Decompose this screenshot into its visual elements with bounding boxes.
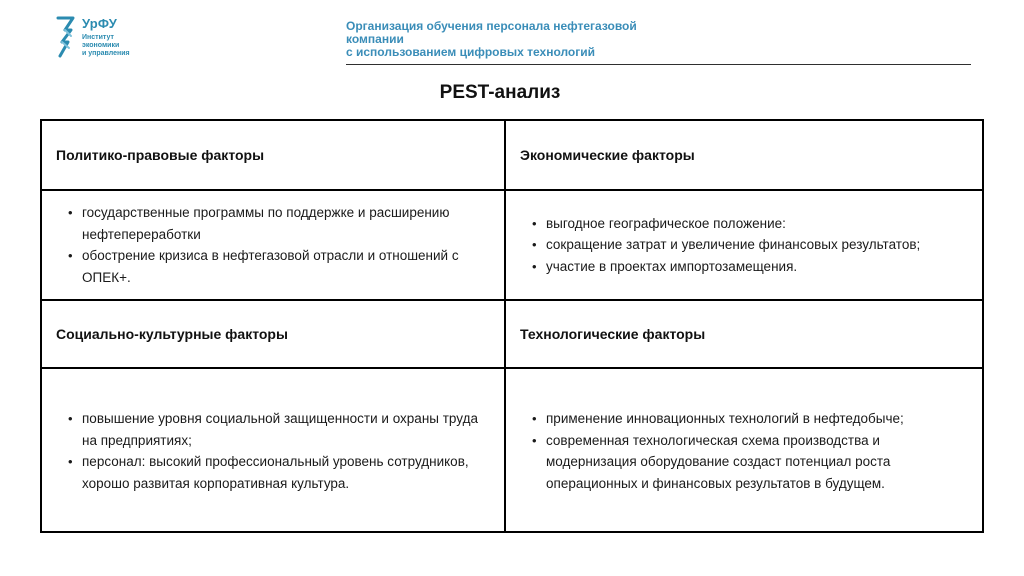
list-item: • повышение уровня социальной защищенности и охраны труда на предприятиях; (68, 408, 490, 451)
list-item: • персонал: высокий профессиональный уровень сотрудников, хорошо развитая корпоративная культура. (68, 451, 490, 494)
logo-subtitle-line: и управления (82, 50, 130, 57)
social-factors-heading: Социально-культурные факторы (42, 301, 506, 369)
economic-factors-heading: Экономические факторы (506, 121, 984, 191)
presentation-title-line: компании (346, 32, 404, 46)
technological-factors-heading: Технологические факторы (506, 301, 984, 369)
economic-factors-list (506, 191, 984, 301)
presentation-title (346, 20, 637, 59)
political-factors-list (42, 191, 506, 301)
institution-logo (56, 16, 166, 60)
list-item: • сокращение затрат и увеличение финансовых результатов; (532, 234, 920, 256)
list-item: • применение инновационных технологий в нефтедобыче; (532, 408, 970, 430)
presentation-title-line: с использованием цифровых технологий (346, 45, 596, 59)
logo-name: УрФУ (82, 16, 118, 31)
logo-subtitle (82, 34, 130, 58)
logo-subtitle-line: Институт (82, 34, 114, 41)
list-item: • современная технологическая схема производства и модернизация оборудование создаст потенциал роста операционных и финансовых результатов в будущем. (532, 430, 970, 495)
urfu-logo-icon (56, 16, 76, 58)
list-item: • выгодное географическое положение: (532, 213, 920, 235)
presentation-title-line: Организация обучения персонала нефтегазовой (346, 19, 637, 33)
list-item: • государственные программы по поддержке и расширению нефтепереработки (68, 202, 490, 245)
logo-subtitle-line: экономики (82, 42, 120, 49)
list-item: • участие в проектах импортозамещения. (532, 256, 920, 278)
list-item: • обострение кризиса в нефтегазовой отрасли и отношений с ОПЕК+. (68, 245, 490, 288)
political-factors-heading: Политико-правовые факторы (42, 121, 506, 191)
technological-factors-list (506, 369, 984, 533)
header-divider (346, 64, 971, 65)
pest-table (40, 119, 984, 533)
social-factors-list (42, 369, 506, 533)
page-title: PEST-анализ (439, 82, 561, 103)
